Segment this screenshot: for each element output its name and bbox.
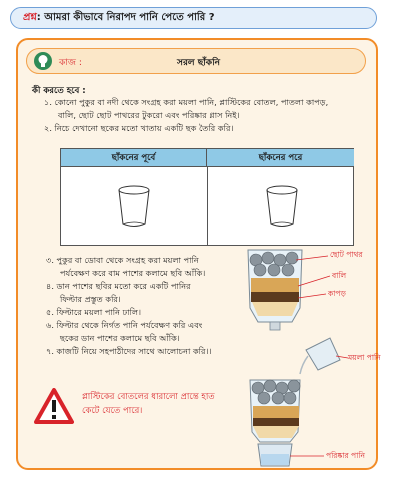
step-3: ৩. পুকুর বা ডোবা থেকে সংগ্রহ করা ময়লা পানি: [46, 255, 199, 265]
question-label: প্রশ্ন: [23, 12, 37, 23]
filter-illustration: [244, 246, 381, 468]
warning-icon: [34, 388, 74, 424]
bulb-icon: [33, 51, 53, 71]
label-small-stones: ছোট পাথর: [330, 250, 363, 259]
label-cloth: কাপড়: [328, 289, 346, 298]
steps-list: [44, 96, 364, 135]
step-4-cont: ফিল্টার প্রস্তুত করি।: [60, 294, 121, 304]
step-6: ৬. ফিল্টার থেকে নির্গত পানি পর্যবেক্ষণ করি এবং: [46, 320, 203, 330]
label-dirty-water: ময়লা পানি: [348, 353, 381, 362]
step-6-cont: ছকের ডান পাশের কলামে ছবি আঁকি।: [60, 333, 180, 343]
task-bar: [26, 48, 366, 74]
task-title: সরল ছাঁকনি: [177, 58, 221, 68]
warning-line-1: প্লাস্টিকের বোতলের ধারালো প্রান্তে হাত: [82, 392, 215, 402]
step-1-cont: বালি, ছোট ছোট পাথরের টুকরো এবং পরিষ্কার গ্লাস নিই।: [58, 110, 240, 120]
table-header-after: ছাঁকনের পরে: [207, 149, 354, 167]
question-text: : আমরা কীভাবে নিরাপদ পানি পেতে পারি ?: [36, 12, 215, 23]
observation-table: [60, 148, 354, 246]
activity-card: [16, 38, 381, 470]
step-7: ৭. কাজটি নিয়ে সহপাঠীদের সাথে আলোচনা করি।।: [46, 346, 212, 356]
step-2: ২. নিচে দেখানো ছকের মতো খাতায় একটি ছক তৈরি করি।: [44, 123, 234, 133]
instructions-heading: কী করতে হবে :: [32, 86, 86, 96]
table-divider: [207, 167, 208, 245]
step-5: ৫. ফিল্টারে ময়লা পানি ঢালি।: [46, 307, 141, 317]
steps-list-2: [46, 254, 246, 358]
glass-before-icon: [116, 185, 152, 229]
label-sand: বালি: [332, 271, 347, 280]
step-1: ১. কোনো পুকুর বা নদী থেকে সংগ্রহ করা ময়লা পানি, প্লাস্টিকের বোতল, পাতলা কাপড়,: [44, 97, 329, 107]
label-clean-water: পরিষ্কার পানি: [326, 451, 365, 460]
task-label: কাজ :: [59, 58, 82, 68]
question-bar: [10, 7, 377, 29]
table-header-before: ছাঁকনের পূর্বে: [61, 149, 207, 167]
glass-after-icon: [264, 185, 300, 229]
step-3-cont: পর্যবেক্ষণ করে বাম পাশের কলামে ছবি আঁকি।: [60, 268, 206, 278]
step-4: ৪. ডান পাশের ছবির মতো করে একটি পানির: [46, 281, 191, 291]
warning-line-2: কেটে যেতে পারে।: [82, 406, 143, 416]
warning-text: [82, 390, 215, 418]
